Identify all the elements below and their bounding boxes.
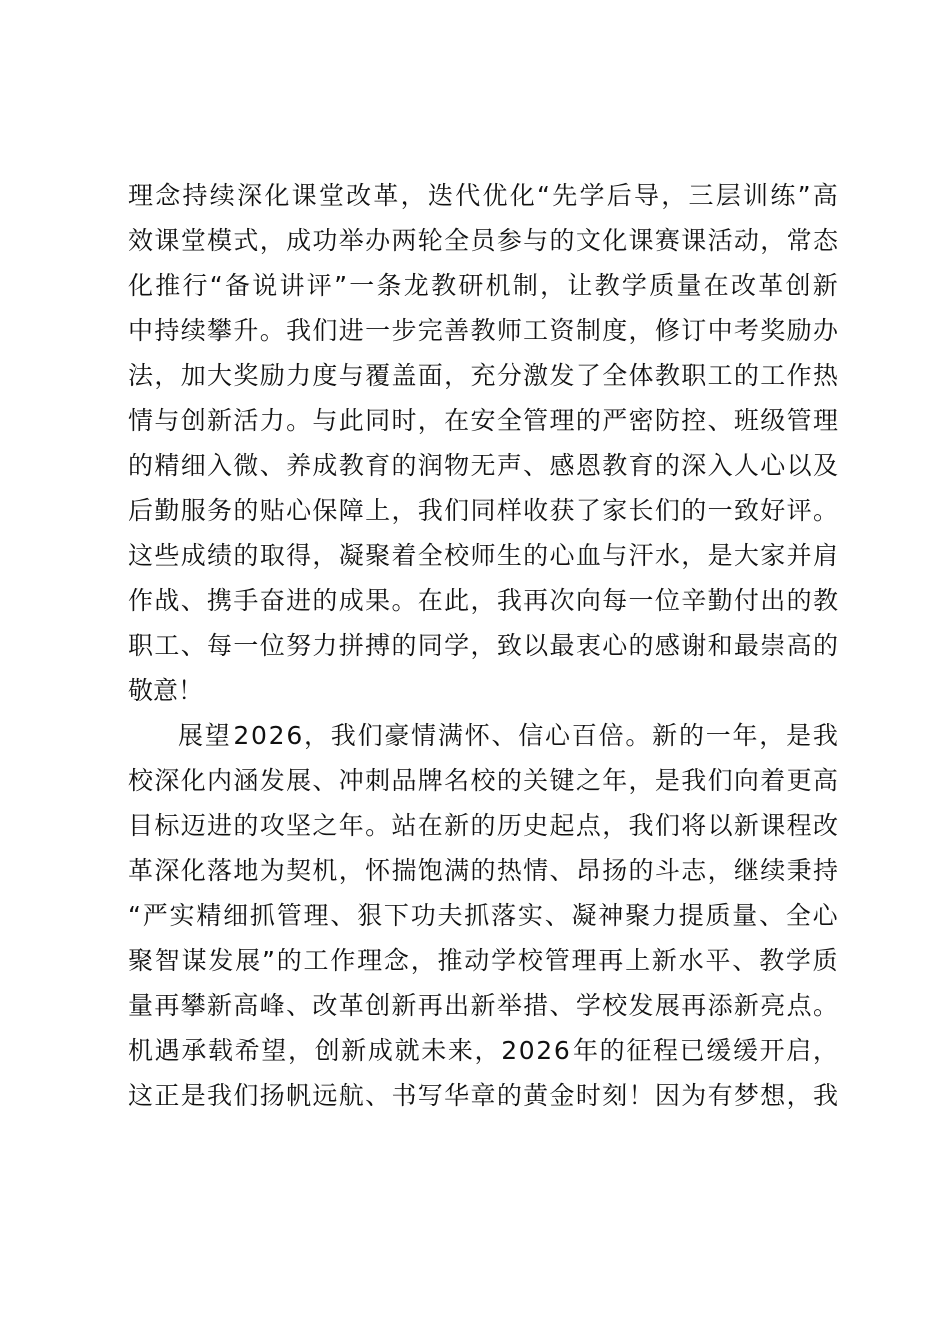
text-line: 敬意！ bbox=[128, 676, 204, 705]
text-line: 革 深 化 落 地 为 契 机 ， 怀 揣 饱 满 的 热 情 、 昂 扬 的 斗 志 ， 继 续 秉 持 bbox=[128, 856, 838, 885]
text-line: 聚 智 谋 发 展 ” 的 工 作 理 念 ， 推 动 学 校 管 理 再 上 新 水 平 、 教 学 质 bbox=[128, 946, 838, 975]
text-line: 效 课 堂 模 式 ， 成 功 举 办 两 轮 全 员 参 与 的 文 化 课 赛 课 活 动 ， 常 态 bbox=[128, 226, 838, 255]
text-line: 这 正 是 我 们 扬 帆 远 航 、 书 写 华 章 的 黄 金 时 刻 ！ 因 为 有 梦 想 ， 我 bbox=[128, 1081, 838, 1110]
document-body bbox=[128, 173, 838, 1118]
text-line: 校 深 化 内 涵 发 展 、 冲 刺 品 牌 名 校 的 关 键 之 年 ， 是 我 们 向 着 更 高 bbox=[128, 766, 838, 795]
paragraph-1 bbox=[128, 173, 838, 713]
text-line: 理 念 持 续 深 化 课 堂 改 革 ， 迭 代 优 化 “ 先 学 后 导 ， 三 层 训 练 ” 高 bbox=[128, 181, 838, 210]
text-line: 的 精 细 入 微 、 养 成 教 育 的 润 物 无 声 、 感 恩 教 育 的 深 入 人 心 以 及 bbox=[128, 451, 838, 480]
text-line: 后 勤 服 务 的 贴 心 保 障 上 ， 我 们 同 样 收 获 了 家 长 们 的 一 致 好 评 。 bbox=[128, 496, 838, 525]
text-line: 目 标 迈 进 的 攻 坚 之 年 。 站 在 新 的 历 史 起 点 ， 我 们 将 以 新 课 程 改 bbox=[128, 811, 838, 840]
text-line: 展 望 2 0 2 6 ， 我 们 豪 情 满 怀 、 信 心 百 倍 。 新 的 一 年 ， 是 我 bbox=[178, 721, 838, 750]
text-line: 作 战 、 携 手 奋 进 的 成 果 。 在 此 ， 我 再 次 向 每 一 位 辛 勤 付 出 的 教 bbox=[128, 586, 838, 615]
text-line: 这 些 成 绩 的 取 得 ， 凝 聚 着 全 校 师 生 的 心 血 与 汗 水 ， 是 大 家 并 肩 bbox=[128, 541, 838, 570]
text-line: “ 严 实 精 细 抓 管 理 、 狠 下 功 夫 抓 落 实 、 凝 神 聚 力 提 质 量 、 全 心 bbox=[128, 901, 838, 930]
text-line: 量 再 攀 新 高 峰 、 改 革 创 新 再 出 新 举 措 、 学 校 发 展 再 添 新 亮 点 。 bbox=[128, 991, 838, 1020]
text-line: 情 与 创 新 活 力 。 与 此 同 时 ， 在 安 全 管 理 的 严 密 防 控 、 班 级 管 理 bbox=[128, 406, 838, 435]
text-line: 化 推 行 “ 备 说 讲 评 ” 一 条 龙 教 研 机 制 ， 让 教 学 质 量 在 改 革 创 新 bbox=[128, 271, 838, 300]
text-line: 中 持 续 攀 升 。 我 们 进 一 步 完 善 教 师 工 资 制 度 ， 修 订 中 考 奖 励 办 bbox=[128, 316, 838, 345]
text-line: 职 工 、 每 一 位 努 力 拼 搏 的 同 学 ， 致 以 最 衷 心 的 感 谢 和 最 崇 高 的 bbox=[128, 631, 838, 660]
text-line: 法 ， 加 大 奖 励 力 度 与 覆 盖 面 ， 充 分 激 发 了 全 体 教 职 工 的 工 作 热 bbox=[128, 361, 838, 390]
text-line: 机 遇 承 载 希 望 ， 创 新 成 就 未 来 ， 2 0 2 6 年 的 征 程 已 缓 缓 开 启 ， bbox=[128, 1036, 838, 1065]
paragraph-2 bbox=[128, 713, 838, 1118]
